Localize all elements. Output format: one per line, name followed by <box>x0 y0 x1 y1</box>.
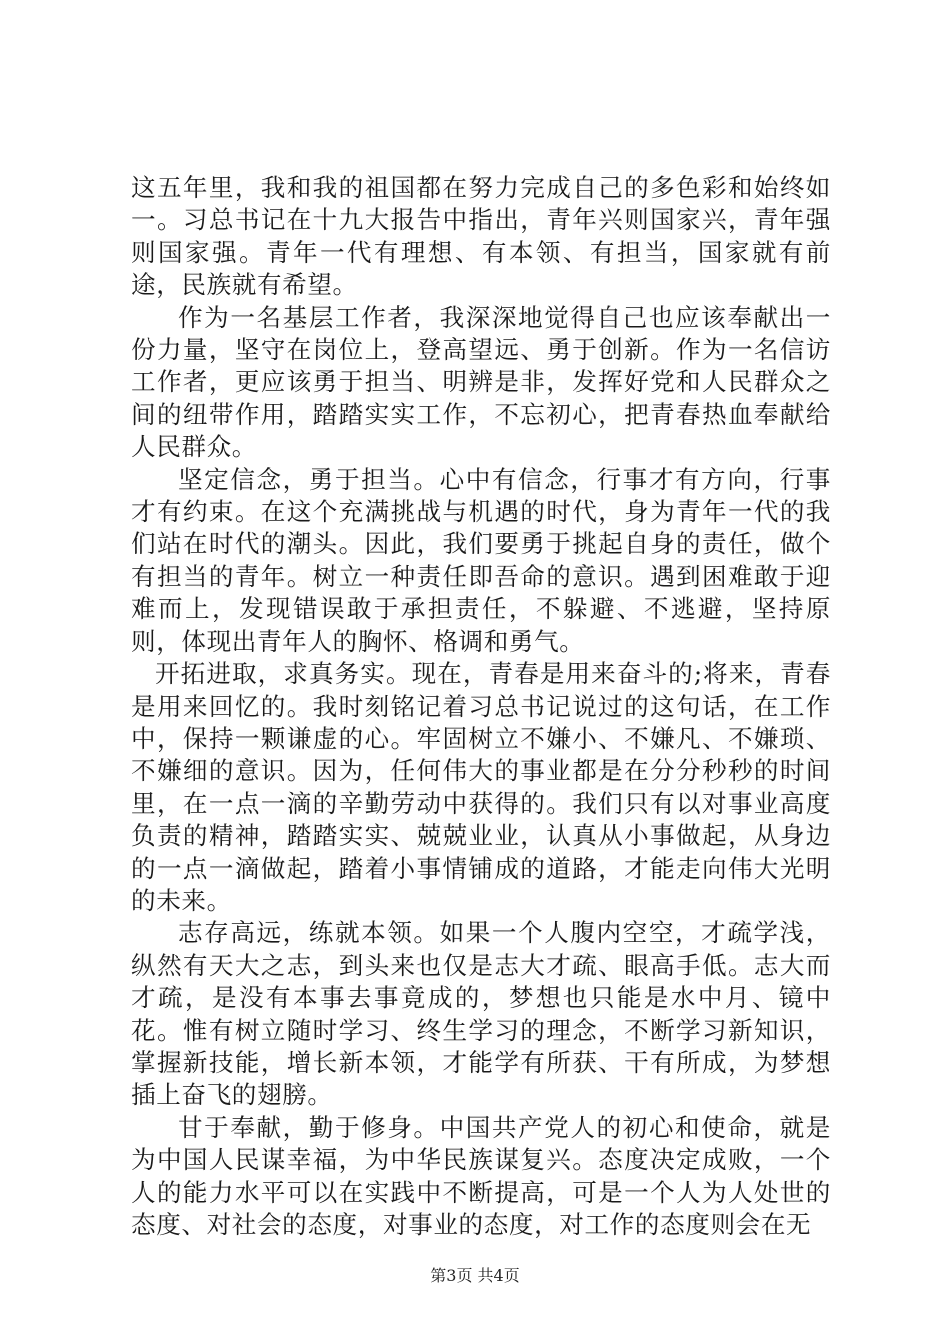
paragraph-5: 志存高远，练就本领。如果一个人腹内空空，才疏学浅，纵然有天大之志，到头来也仅是志大才疏、眼高手低。志大而才疏，是没有本事去事竟成的，梦想也只能是水中月、镜中花。惟有树立随时学习、终生学习的理念，不断学习新知识，掌握新技能，增长新本领，才能学有所获、干有所成，为梦想插上奋飞的翅膀。 <box>131 918 831 1110</box>
page-number-footer: 第3页 共4页 <box>430 1266 520 1285</box>
paragraph-4: 开拓进取，求真务实。现在，青春是用来奋斗的;将来，青春是用来回忆的。我时刻铭记着习总书记说过的这句话，在工作中，保持一颗谦虚的心。牢固树立不嫌小、不嫌凡、不嫌琐、不嫌细的意识。因为，任何伟大的事业都是在分分秒秒的时间里，在一点一滴的辛勤劳动中获得的。我们只有以对事业高度负责的精神，踏踏实实、兢兢业业，认真从小事做起，从身边的一点一滴做起，踏着小事情铺成的道路，才能走向伟大光明的未来。 <box>131 659 831 915</box>
document-body <box>131 172 831 1241</box>
paragraph-2: 作为一名基层工作者，我深深地觉得自己也应该奉献出一份力量，坚守在岗位上，登高望远、勇于创新。作为一名信访工作者，更应该勇于担当、明辨是非，发挥好党和人民群众之间的纽带作用，踏踏实实工作，不忘初心，把青春热血奉献给人民群众。 <box>131 302 831 462</box>
paragraph-3: 坚定信念，勇于担当。心中有信念，行事才有方向，行事才有约束。在这个充满挑战与机遇的时代，身为青年一代的我们站在时代的潮头。因此，我们要勇于挑起自身的责任，做个有担当的青年。树立一种责任即吾命的意识。遇到困难敢于迎难而上，发现错误敢于承担责任，不躲避、不逃避，坚持原则，体现出青年人的胸怀、格调和勇气。 <box>131 464 831 656</box>
paragraph-1: 这五年里，我和我的祖国都在努力完成自己的多色彩和始终如一。习总书记在十九大报告中指出，青年兴则国家兴，青年强则国家强。青年一代有理想、有本领、有担当，国家就有前途，民族就有希望。 <box>131 173 831 300</box>
paragraph-6: 甘于奉献，勤于修身。中国共产党人的初心和使命，就是为中国人民谋幸福，为中华民族谋复兴。态度决定成败，一个人的能力水平可以在实践中不断提高，可是一个人为人处世的态度、对社会的态度，对事业的态度，对工作的态度则会在无 <box>131 1112 831 1239</box>
